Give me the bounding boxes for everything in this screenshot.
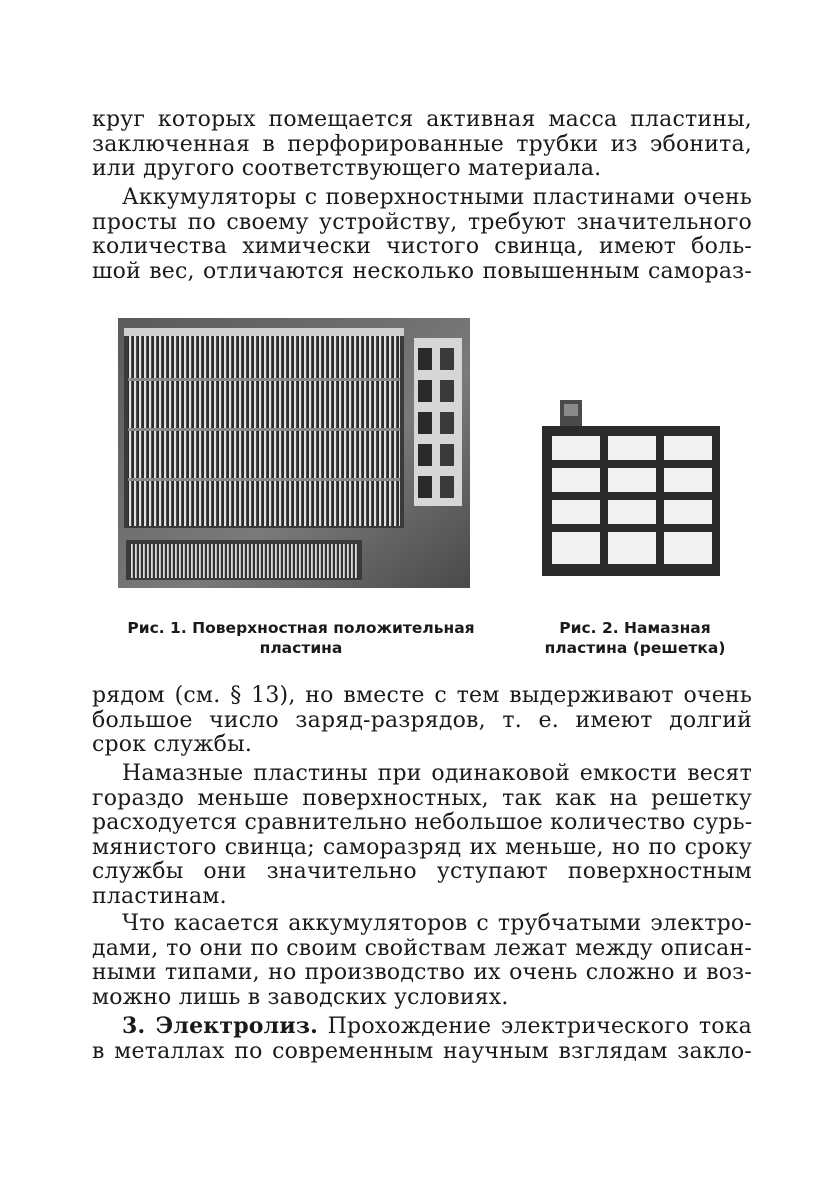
text-line: службы они значительно уступают поверхностным: [92, 859, 752, 884]
paragraph-pasted-plates: [92, 762, 752, 909]
paragraph-electrolysis: [92, 1014, 752, 1064]
text-line: срок службы.: [92, 732, 253, 757]
paragraph-surface-plates-end: [92, 684, 752, 758]
text-line: Намазные пластины при одинаковой емкости весят: [122, 761, 752, 786]
surface-plate-image: [118, 318, 470, 588]
caption-line: Рис. 2. Намазная: [559, 619, 711, 637]
figure-1-caption: [112, 618, 490, 658]
paragraph-surface-plates: [92, 186, 752, 284]
paragraph-tubular-electrodes: [92, 912, 752, 1010]
text-line: Аккумуляторы с поверхностными пластинами очень: [122, 185, 752, 210]
caption-line: пластина: [259, 639, 343, 657]
pasted-plate-grid-image: [538, 398, 728, 580]
text-line: количества химически чистого свинца, имеют боль-: [92, 234, 752, 259]
paragraph-tubular-plates-end: [92, 108, 752, 182]
text-line: ными типами, но производство их очень сложно и воз-: [92, 960, 752, 985]
text-line: рядом (см. § 13), но вместе с тем выдерживают очень: [92, 683, 752, 708]
text-line: круг которых помещается активная масса пластины,: [92, 107, 752, 132]
text-line: шой вес, отличаются несколько повышенным самораз-: [92, 258, 752, 284]
text-line: или другого соответствующего материала.: [92, 156, 602, 181]
text-line: дами, то они по своим свойствам лежат между описан-: [92, 935, 752, 961]
text-line: пластинам.: [92, 883, 227, 909]
caption-line: Рис. 1. Поверхностная положительная: [127, 619, 475, 637]
text-line: большое число заряд-разрядов, т. е. имеют долгий: [92, 707, 752, 733]
text-line: можно лишь в заводских условиях.: [92, 984, 509, 1010]
text-fragment: Прохождение электрического тока: [318, 1014, 752, 1039]
text-line: [92, 1014, 752, 1040]
text-line: мянистого свинца; саморазряд их меньше, но по сроку: [92, 834, 752, 860]
text-line: гораздо меньше поверхностных, так как на решетку: [92, 785, 752, 811]
text-line: расходуется сравнительно небольшое количество сурь-: [92, 810, 753, 835]
figure-pasted-plate-grid: [538, 398, 728, 580]
text-line: Что касается аккумуляторов с трубчатыми электро-: [122, 911, 752, 936]
caption-line: пластина (решетка): [544, 639, 726, 657]
text-line: в металлах по современным научным взглядам закло-: [92, 1038, 752, 1064]
figure-2-caption: [530, 618, 740, 658]
text-line: заключенная в перфорированные трубки из эбонита,: [92, 131, 752, 157]
section-heading: 3. Электролиз.: [122, 1013, 318, 1039]
text-line: просты по своему устройству, требуют значительного: [92, 209, 752, 235]
figure-surface-positive-plate-photo: [118, 318, 470, 588]
